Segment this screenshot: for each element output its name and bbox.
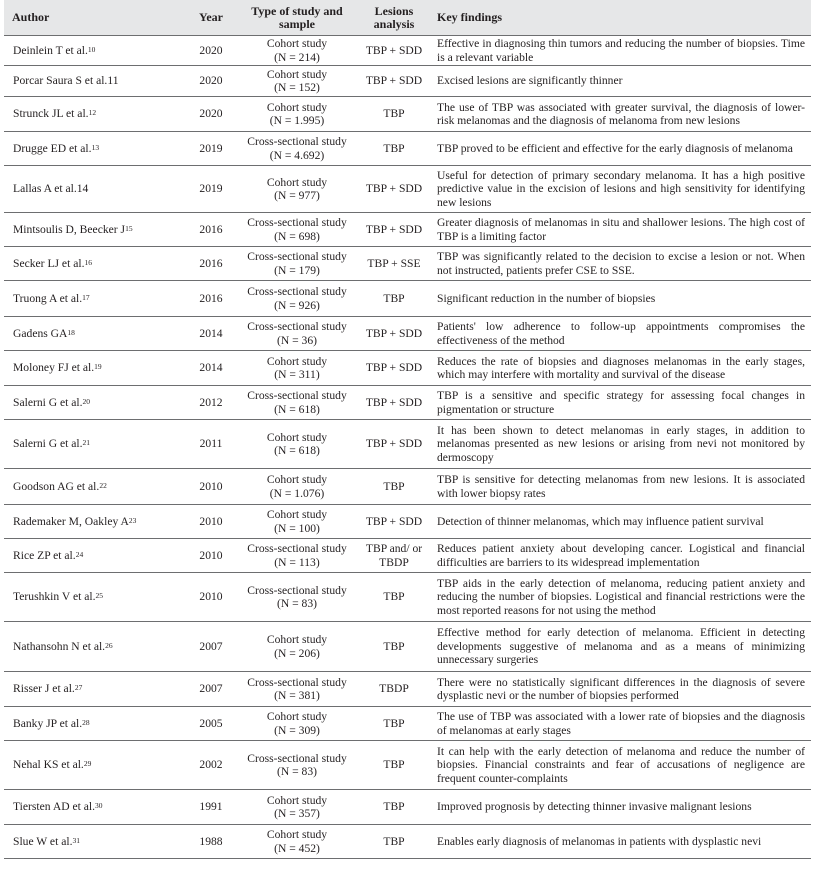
cell-lesions-analysis: TBP + SDD <box>359 66 429 97</box>
cell-study-type <box>235 469 359 505</box>
cell-author <box>4 66 187 97</box>
cell-year: 2002 <box>187 741 235 790</box>
cell-author <box>4 539 187 573</box>
cell-key-findings: Useful for detection of primary secondary melanoma. It has a high positive predictive value in the excision of lesions and high sensitivity for identifying new lesions <box>429 166 811 213</box>
author-text: Rice ZP et al. <box>13 548 76 562</box>
author-text: Slue W et al. <box>13 834 73 848</box>
author-text: Drugge ED et al. <box>13 141 92 155</box>
cell-key-findings: Enables early diagnosis of melanomas in patients with dysplastic nevi <box>429 825 811 859</box>
cell-year: 2020 <box>187 66 235 97</box>
cell-year: 2007 <box>187 622 235 672</box>
table-row <box>4 825 811 859</box>
cell-lesions-analysis: TBP <box>359 707 429 741</box>
sample-size-text: (N = 357) <box>274 807 320 820</box>
cell-year: 2020 <box>187 36 235 66</box>
study-type-text: Cross-sectional study <box>247 216 347 230</box>
cell-study-type <box>235 741 359 790</box>
reference-number: 23 <box>128 515 137 525</box>
reference-number: 21 <box>82 438 91 448</box>
cell-author <box>4 469 187 505</box>
study-type-text: Cohort study <box>266 175 328 189</box>
cell-author <box>4 317 187 351</box>
table-row <box>4 166 811 213</box>
reference-number: 28 <box>82 717 90 727</box>
cell-study-type <box>235 672 359 707</box>
cell-study-type <box>235 132 359 166</box>
cell-author <box>4 213 187 247</box>
table-row <box>4 386 811 420</box>
reference-number: 12 <box>88 108 97 118</box>
table-row <box>4 741 811 790</box>
reference-number: 25 <box>95 591 103 601</box>
cell-author <box>4 790 187 825</box>
cell-study-type <box>235 317 359 351</box>
study-type-text: Cohort study <box>266 828 328 842</box>
sample-size-text: (N = 311) <box>274 368 320 381</box>
cell-author <box>4 281 187 317</box>
sample-size-text: (N = 1.076) <box>269 486 325 500</box>
cell-year: 2010 <box>187 573 235 622</box>
cell-author <box>4 672 187 707</box>
cell-key-findings: There were no statistically significant differences in the diagnosis of severe dysplastic nevi or the number of biopsies performed <box>429 672 811 707</box>
cell-key-findings: Significant reduction in the number of biopsies <box>429 281 811 317</box>
reference-number: 24 <box>75 549 84 559</box>
cell-study-type <box>235 539 359 573</box>
cell-author <box>4 351 187 386</box>
cell-year: 2012 <box>187 386 235 420</box>
cell-study-type <box>235 281 359 317</box>
table-body <box>4 36 811 859</box>
cell-key-findings: Reduces patient anxiety about developing cancer. Logistical and financial difficulties are barriers to its widespread implementation <box>429 539 811 573</box>
cell-key-findings: The use of TBP was associated with a lower rate of biopsies and the diagnosis of melanomas at early stages <box>429 707 811 741</box>
table-row <box>4 672 811 707</box>
header-lesions: Lesions analysis <box>359 0 429 36</box>
table-row <box>4 622 811 672</box>
cell-year: 2016 <box>187 247 235 281</box>
cell-study-type <box>235 247 359 281</box>
header-row <box>4 0 811 36</box>
cell-author <box>4 573 187 622</box>
cell-lesions-analysis: TBP + SDD <box>359 166 429 213</box>
reference-number: 31 <box>72 835 80 845</box>
table-row <box>4 539 811 573</box>
cell-study-type <box>235 166 359 213</box>
study-type-text: Cross-sectional study <box>247 389 347 403</box>
cell-lesions-analysis: TBP + SDD <box>359 351 429 386</box>
reference-number: 10 <box>87 44 96 54</box>
sample-size-text: (N = 618) <box>274 402 320 416</box>
cell-author <box>4 420 187 469</box>
study-type-text: Cohort study <box>266 37 328 51</box>
cell-lesions-analysis: TBP <box>359 281 429 317</box>
cell-author <box>4 247 187 281</box>
author-text: Nehal KS et al. <box>13 758 84 772</box>
cell-key-findings: The use of TBP was associated with greater survival, the diagnosis of lower-risk melanomas and the diagnosis of melanoma from new lesions <box>429 97 811 132</box>
study-type-text: Cohort study <box>266 710 328 724</box>
cell-author <box>4 132 187 166</box>
sample-size-text: (N = 1.995) <box>269 114 325 127</box>
study-type-text: Cohort study <box>266 354 328 368</box>
study-type-text: Cross-sectional study <box>247 542 347 556</box>
cell-author <box>4 386 187 420</box>
cell-key-findings: TBP proved to be efficient and effective for the early diagnosis of melanoma <box>429 132 811 166</box>
reference-number: 27 <box>74 683 83 693</box>
cell-study-type <box>235 36 359 66</box>
author-text: Terushkin V et al. <box>13 590 96 604</box>
sample-size-text: (N = 452) <box>274 841 320 855</box>
cell-lesions-analysis: TBP + SDD <box>359 317 429 351</box>
cell-key-findings: Greater diagnosis of melanomas in situ and shallower lesions. The high cost of TBP is a limiting factor <box>429 213 811 247</box>
sample-size-text: (N = 977) <box>274 189 320 202</box>
cell-year: 2010 <box>187 539 235 573</box>
cell-lesions-analysis: TBP + SDD <box>359 505 429 539</box>
reference-number: 30 <box>95 801 103 811</box>
cell-author <box>4 622 187 672</box>
header-author: Author <box>4 0 187 36</box>
study-type-text: Cross-sectional study <box>247 583 347 597</box>
sample-size-text: (N = 83) <box>276 597 318 610</box>
study-type-text: Cross-sectional study <box>247 135 347 149</box>
cell-lesions-analysis: TBP + SDD <box>359 386 429 420</box>
cell-study-type <box>235 505 359 539</box>
sample-size-text: (N = 698) <box>274 229 320 243</box>
cell-lesions-analysis: TBP + SSE <box>359 247 429 281</box>
table-row <box>4 707 811 741</box>
table-row <box>4 213 811 247</box>
study-type-text: Cohort study <box>266 508 328 522</box>
study-type-text: Cross-sectional study <box>247 250 347 264</box>
author-text: Tiersten AD et al. <box>13 800 96 814</box>
study-type-text: Cohort study <box>266 67 328 81</box>
author-text: Rademaker M, Oakley A <box>13 514 129 528</box>
study-type-text: Cohort study <box>266 633 328 647</box>
cell-key-findings: Improved prognosis by detecting thinner invasive malignant lesions <box>429 790 811 825</box>
cell-key-findings: Effective in diagnosing thin tumors and reducing the number of biopsies. Time is a relevant variable <box>429 36 811 66</box>
reference-number: 17 <box>82 292 90 302</box>
author-text: Risser J et al. <box>13 682 75 696</box>
author-text: Strunck JL et al. <box>13 107 89 121</box>
cell-lesions-analysis: TBDP <box>359 672 429 707</box>
cell-study-type <box>235 66 359 97</box>
cell-study-type <box>235 707 359 741</box>
header-year: Year <box>187 0 235 36</box>
cell-lesions-analysis: TBP + SDD <box>359 420 429 469</box>
author-text: Salerni G et al. <box>13 395 83 409</box>
cell-year: 2014 <box>187 351 235 386</box>
sample-size-text: (N = 36) <box>276 333 318 347</box>
cell-study-type <box>235 573 359 622</box>
study-type-text: Cohort study <box>266 430 328 444</box>
sample-size-text: (N = 152) <box>274 81 320 94</box>
reference-number: 19 <box>94 362 102 372</box>
cell-lesions-analysis: TBP + SDD <box>359 36 429 66</box>
reference-number: 16 <box>84 257 92 267</box>
cell-year: 2010 <box>187 505 235 539</box>
cell-study-type <box>235 213 359 247</box>
author-text: Goodson AG et al. <box>13 479 100 493</box>
cell-author <box>4 166 187 213</box>
table-row <box>4 317 811 351</box>
table-row <box>4 97 811 132</box>
reference-number: 26 <box>105 640 113 650</box>
table-row <box>4 132 811 166</box>
cell-lesions-analysis: TBP <box>359 741 429 790</box>
cell-study-type <box>235 97 359 132</box>
studies-table-container <box>4 0 811 859</box>
table-row <box>4 36 811 66</box>
cell-year: 2020 <box>187 97 235 132</box>
cell-year: 2019 <box>187 166 235 213</box>
cell-lesions-analysis: TBP <box>359 825 429 859</box>
cell-author <box>4 741 187 790</box>
cell-author <box>4 707 187 741</box>
author-text: Lallas A et al.14 <box>13 182 89 196</box>
study-type-text: Cross-sectional study <box>247 751 347 765</box>
cell-key-findings: Detection of thinner melanomas, which may influence patient survival <box>429 505 811 539</box>
study-type-text: Cohort study <box>266 793 328 807</box>
author-text: Secker LJ et al. <box>13 256 85 270</box>
cell-key-findings: Reduces the rate of biopsies and diagnoses melanomas in the early stages, which may interfere with mortality and survival of the disease <box>429 351 811 386</box>
table-row <box>4 790 811 825</box>
cell-lesions-analysis: TBP <box>359 622 429 672</box>
reference-number: 29 <box>83 759 92 769</box>
study-type-text: Cross-sectional study <box>247 285 347 299</box>
cell-year: 2011 <box>187 420 235 469</box>
author-text: Nathansohn N et al. <box>13 639 106 653</box>
reference-number: 18 <box>67 327 75 337</box>
author-text: Salerni G et al. <box>13 437 83 451</box>
studies-table <box>4 0 811 859</box>
cell-key-findings: It has been shown to detect melanomas in early stages, in addition to melanomas presented as new lesions or arising from nevi not monitored by dermoscopy <box>429 420 811 469</box>
sample-size-text: (N = 100) <box>274 521 320 535</box>
author-text: Deinlein T et al. <box>13 43 88 57</box>
table-row <box>4 469 811 505</box>
table-row <box>4 420 811 469</box>
cell-year: 2016 <box>187 281 235 317</box>
cell-author <box>4 505 187 539</box>
sample-size-text: (N = 926) <box>274 298 320 312</box>
cell-study-type <box>235 420 359 469</box>
cell-key-findings: Excised lesions are significantly thinner <box>429 66 811 97</box>
reference-number: 15 <box>125 223 133 233</box>
table-row <box>4 247 811 281</box>
cell-year: 2007 <box>187 672 235 707</box>
cell-lesions-analysis: TBP <box>359 790 429 825</box>
cell-year: 1991 <box>187 790 235 825</box>
cell-year: 1988 <box>187 825 235 859</box>
cell-year: 2016 <box>187 213 235 247</box>
study-type-text: Cross-sectional study <box>247 320 347 334</box>
cell-study-type <box>235 351 359 386</box>
header-findings: Key findings <box>429 0 811 36</box>
sample-size-text: (N = 309) <box>274 723 320 737</box>
cell-year: 2010 <box>187 469 235 505</box>
sample-size-text: (N = 83) <box>276 765 318 778</box>
cell-key-findings: TBP is sensitive for detecting melanomas from new lesions. It is associated with lower biopsy rates <box>429 469 811 505</box>
author-text: Porcar Saura S et al.11 <box>13 74 119 88</box>
study-type-text: Cross-sectional study <box>247 675 347 689</box>
table-row <box>4 351 811 386</box>
author-text: Gadens GA <box>13 326 68 340</box>
cell-author <box>4 97 187 132</box>
sample-size-text: (N = 214) <box>274 50 320 64</box>
author-text: Truong A et al. <box>13 291 83 305</box>
author-text: Banky JP et al. <box>13 716 83 730</box>
cell-key-findings: TBP is a sensitive and specific strategy for assessing focal changes in pigmentation or structure <box>429 386 811 420</box>
sample-size-text: (N = 4.692) <box>269 148 325 162</box>
cell-study-type <box>235 790 359 825</box>
cell-year: 2019 <box>187 132 235 166</box>
study-type-text: Cohort study <box>266 100 328 114</box>
table-row <box>4 573 811 622</box>
cell-key-findings: Effective method for early detection of melanoma. Efficient in detecting developments suggestive of melanoma and as a means of minimizing unnecessary surgeries <box>429 622 811 672</box>
table-row <box>4 66 811 97</box>
table-row <box>4 281 811 317</box>
cell-key-findings: TBP was significantly related to the decision to excise a lesion or not. When not instructed, patients prefer CSE to SSE. <box>429 247 811 281</box>
reference-number: 22 <box>99 480 107 490</box>
sample-size-text: (N = 179) <box>274 263 320 277</box>
table-header <box>4 0 811 36</box>
cell-lesions-analysis: TBP <box>359 132 429 166</box>
cell-key-findings: Patients' low adherence to follow-up appointments compromises the effectiveness of the method <box>429 317 811 351</box>
cell-year: 2014 <box>187 317 235 351</box>
cell-year: 2005 <box>187 707 235 741</box>
reference-number: 13 <box>91 142 100 152</box>
cell-lesions-analysis: TBP <box>359 97 429 132</box>
sample-size-text: (N = 113) <box>274 555 320 569</box>
author-text: Mintsoulis D, Beecker J <box>13 222 126 236</box>
sample-size-text: (N = 381) <box>274 689 320 702</box>
cell-key-findings: TBP aids in the early detection of melanoma, reducing patient anxiety and reducing the number of biopsies. Logistical and financial restrictions were the most reported reasons for not using the method <box>429 573 811 622</box>
sample-size-text: (N = 618) <box>274 444 320 457</box>
sample-size-text: (N = 206) <box>274 646 320 660</box>
cell-author <box>4 36 187 66</box>
cell-lesions-analysis: TBP and/ or TBDP <box>359 539 429 573</box>
study-type-text: Cohort study <box>266 473 328 487</box>
cell-lesions-analysis: TBP <box>359 469 429 505</box>
table-row <box>4 505 811 539</box>
cell-lesions-analysis: TBP + SDD <box>359 213 429 247</box>
cell-author <box>4 825 187 859</box>
header-type: Type of study and sample <box>235 0 359 36</box>
cell-study-type <box>235 386 359 420</box>
author-text: Moloney FJ et al. <box>13 361 95 375</box>
cell-key-findings: It can help with the early detection of melanoma and reduce the number of biopsies. Financial constraints and fear of accusations of negligence are frequent counter-complaints <box>429 741 811 790</box>
reference-number: 20 <box>82 396 91 406</box>
cell-study-type <box>235 825 359 859</box>
cell-study-type <box>235 622 359 672</box>
cell-lesions-analysis: TBP <box>359 573 429 622</box>
